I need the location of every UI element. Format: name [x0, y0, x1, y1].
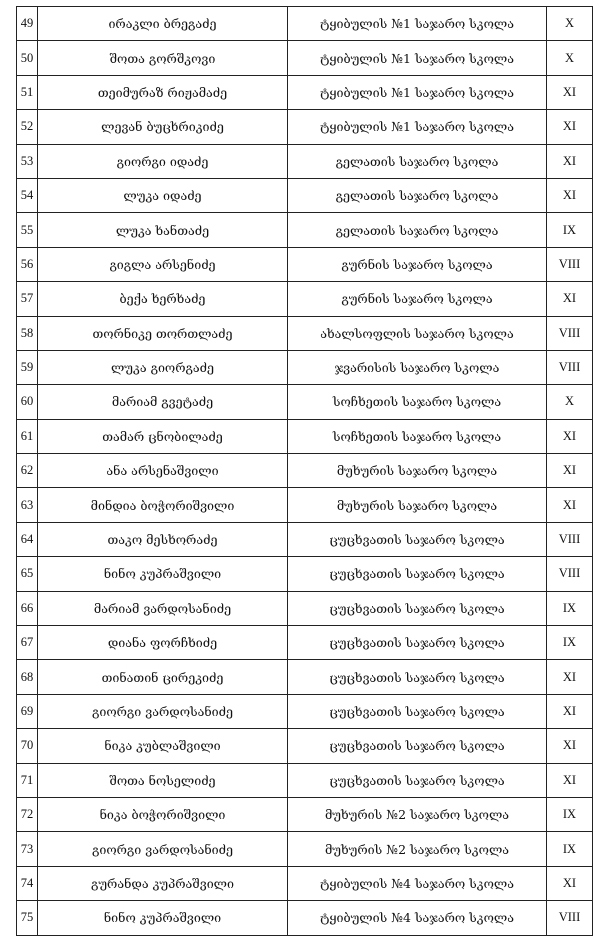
- grade-cell: XI: [547, 866, 593, 900]
- table-row: [17, 522, 593, 556]
- grade-cell: VIII: [547, 316, 593, 350]
- row-number: 59: [17, 350, 38, 384]
- table-row: [17, 660, 593, 694]
- row-number: 63: [17, 488, 38, 522]
- table-row: [17, 557, 593, 591]
- table-row: [17, 75, 593, 109]
- school-name: გურნის საჯარო სკოლა: [288, 247, 547, 281]
- students-table-body: [17, 7, 593, 936]
- grade-cell: XI: [547, 75, 593, 109]
- school-name: ახალსოფლის საჯარო სკოლა: [288, 316, 547, 350]
- table-row: [17, 316, 593, 350]
- row-number: 68: [17, 660, 38, 694]
- student-name: ნიკა ბოჭორიშვილი: [38, 797, 288, 831]
- school-name: ტყიბულის №1 საჯარო სკოლა: [288, 110, 547, 144]
- school-name: ცუცხვათის საჯარო სკოლა: [288, 694, 547, 728]
- students-table: [16, 6, 593, 936]
- school-name: ცუცხვათის საჯარო სკოლა: [288, 522, 547, 556]
- row-number: 71: [17, 763, 38, 797]
- row-number: 53: [17, 144, 38, 178]
- student-name: შოთა ნოსელიძე: [38, 763, 288, 797]
- grade-cell: XI: [547, 694, 593, 728]
- row-number: 58: [17, 316, 38, 350]
- school-name: ტყიბულის №1 საჯარო სკოლა: [288, 75, 547, 109]
- grade-cell: VIII: [547, 350, 593, 384]
- student-name: გურანდა კუპრაშვილი: [38, 866, 288, 900]
- row-number: 56: [17, 247, 38, 281]
- row-number: 66: [17, 591, 38, 625]
- table-row: [17, 385, 593, 419]
- school-name: ცუცხვათის საჯარო სკოლა: [288, 591, 547, 625]
- school-name: მუხურის საჯარო სკოლა: [288, 488, 547, 522]
- student-name: ბექა ხერხაძე: [38, 282, 288, 316]
- grade-cell: VIII: [547, 901, 593, 935]
- row-number: 52: [17, 110, 38, 144]
- row-number: 70: [17, 729, 38, 763]
- student-name: თეიმურაზ რიჟამაძე: [38, 75, 288, 109]
- table-row: [17, 626, 593, 660]
- table-row: [17, 488, 593, 522]
- school-name: მუხურის საჯარო სკოლა: [288, 454, 547, 488]
- table-row: [17, 729, 593, 763]
- student-name: თორნიკე თორთლაძე: [38, 316, 288, 350]
- grade-cell: VIII: [547, 522, 593, 556]
- row-number: 67: [17, 626, 38, 660]
- student-name: შოთა გორშკოვი: [38, 41, 288, 75]
- grade-cell: X: [547, 7, 593, 41]
- student-name: დიანა ფორჩხიძე: [38, 626, 288, 660]
- row-number: 62: [17, 454, 38, 488]
- row-number: 64: [17, 522, 38, 556]
- table-row: [17, 591, 593, 625]
- table-row: [17, 144, 593, 178]
- table-row: [17, 41, 593, 75]
- grade-cell: X: [547, 41, 593, 75]
- school-name: გელათის საჯარო სკოლა: [288, 178, 547, 212]
- student-name: ანა არსენაშვილი: [38, 454, 288, 488]
- grade-cell: IX: [547, 591, 593, 625]
- student-name: მარიამ ვარდოსანიძე: [38, 591, 288, 625]
- row-number: 49: [17, 7, 38, 41]
- grade-cell: XI: [547, 454, 593, 488]
- table-row: [17, 419, 593, 453]
- school-name: ცუცხვათის საჯარო სკოლა: [288, 729, 547, 763]
- table-row: [17, 7, 593, 41]
- row-number: 57: [17, 282, 38, 316]
- student-name: ლუკა გიორგაძე: [38, 350, 288, 384]
- school-name: ტყიბულის №1 საჯარო სკოლა: [288, 41, 547, 75]
- row-number: 61: [17, 419, 38, 453]
- row-number: 60: [17, 385, 38, 419]
- grade-cell: XI: [547, 282, 593, 316]
- school-name: გელათის საჯარო სკოლა: [288, 144, 547, 178]
- table-row: [17, 213, 593, 247]
- student-name: ლევან ბუცხრიკიძე: [38, 110, 288, 144]
- table-row: [17, 350, 593, 384]
- student-name: თამარ ცნობილაძე: [38, 419, 288, 453]
- school-name: სოჩხეთის საჯარო სკოლა: [288, 419, 547, 453]
- row-number: 73: [17, 832, 38, 866]
- grade-cell: XI: [547, 178, 593, 212]
- student-name: გიორგი ვარდოსანიძე: [38, 694, 288, 728]
- grade-cell: XI: [547, 729, 593, 763]
- student-name: გიორგი ვარდოსანიძე: [38, 832, 288, 866]
- school-name: ჯვარისის საჯარო სკოლა: [288, 350, 547, 384]
- table-row: [17, 282, 593, 316]
- student-name: ნიკა კუბლაშვილი: [38, 729, 288, 763]
- grade-cell: IX: [547, 832, 593, 866]
- row-number: 55: [17, 213, 38, 247]
- table-row: [17, 763, 593, 797]
- table-row: [17, 454, 593, 488]
- table-row: [17, 866, 593, 900]
- grade-cell: XI: [547, 110, 593, 144]
- table-row: [17, 178, 593, 212]
- grade-cell: VIII: [547, 247, 593, 281]
- school-name: ტყიბულის №4 საჯარო სკოლა: [288, 901, 547, 935]
- school-name: ცუცხვათის საჯარო სკოლა: [288, 660, 547, 694]
- grade-cell: IX: [547, 797, 593, 831]
- grade-cell: XI: [547, 763, 593, 797]
- grade-cell: IX: [547, 626, 593, 660]
- row-number: 69: [17, 694, 38, 728]
- school-name: ცუცხვათის საჯარო სკოლა: [288, 626, 547, 660]
- table-row: [17, 694, 593, 728]
- student-name: ლუკა ხანთაძე: [38, 213, 288, 247]
- grade-cell: XI: [547, 419, 593, 453]
- student-name: მინდია ბოჭორიშვილი: [38, 488, 288, 522]
- school-name: მუხურის №2 საჯარო სკოლა: [288, 832, 547, 866]
- student-name: თაკო მესხორაძე: [38, 522, 288, 556]
- student-name: ირაკლი ბრეგაძე: [38, 7, 288, 41]
- student-name: ლუკა იდაძე: [38, 178, 288, 212]
- row-number: 50: [17, 41, 38, 75]
- school-name: ცუცხვათის საჯარო სკოლა: [288, 557, 547, 591]
- student-name: გიორგი იდაძე: [38, 144, 288, 178]
- row-number: 54: [17, 178, 38, 212]
- student-name: ნინო კუპრაშვილი: [38, 557, 288, 591]
- student-name: გიგლა არსენიძე: [38, 247, 288, 281]
- grade-cell: XI: [547, 488, 593, 522]
- school-name: სოჩხეთის საჯარო სკოლა: [288, 385, 547, 419]
- table-row: [17, 110, 593, 144]
- student-name: ნინო კუპრაშვილი: [38, 901, 288, 935]
- school-name: გურნის საჯარო სკოლა: [288, 282, 547, 316]
- row-number: 72: [17, 797, 38, 831]
- grade-cell: XI: [547, 144, 593, 178]
- grade-cell: X: [547, 385, 593, 419]
- row-number: 65: [17, 557, 38, 591]
- student-name: მარიამ გვეტაძე: [38, 385, 288, 419]
- grade-cell: XI: [547, 660, 593, 694]
- student-name: თინათინ ცირეკიძე: [38, 660, 288, 694]
- school-name: ცუცხვათის საჯარო სკოლა: [288, 763, 547, 797]
- table-row: [17, 832, 593, 866]
- school-name: ტყიბულის №1 საჯარო სკოლა: [288, 7, 547, 41]
- grade-cell: VIII: [547, 557, 593, 591]
- row-number: 75: [17, 901, 38, 935]
- row-number: 51: [17, 75, 38, 109]
- table-row: [17, 247, 593, 281]
- grade-cell: IX: [547, 213, 593, 247]
- table-row: [17, 901, 593, 935]
- school-name: მუხურის №2 საჯარო სკოლა: [288, 797, 547, 831]
- school-name: ტყიბულის №4 საჯარო სკოლა: [288, 866, 547, 900]
- row-number: 74: [17, 866, 38, 900]
- school-name: გელათის საჯარო სკოლა: [288, 213, 547, 247]
- table-row: [17, 797, 593, 831]
